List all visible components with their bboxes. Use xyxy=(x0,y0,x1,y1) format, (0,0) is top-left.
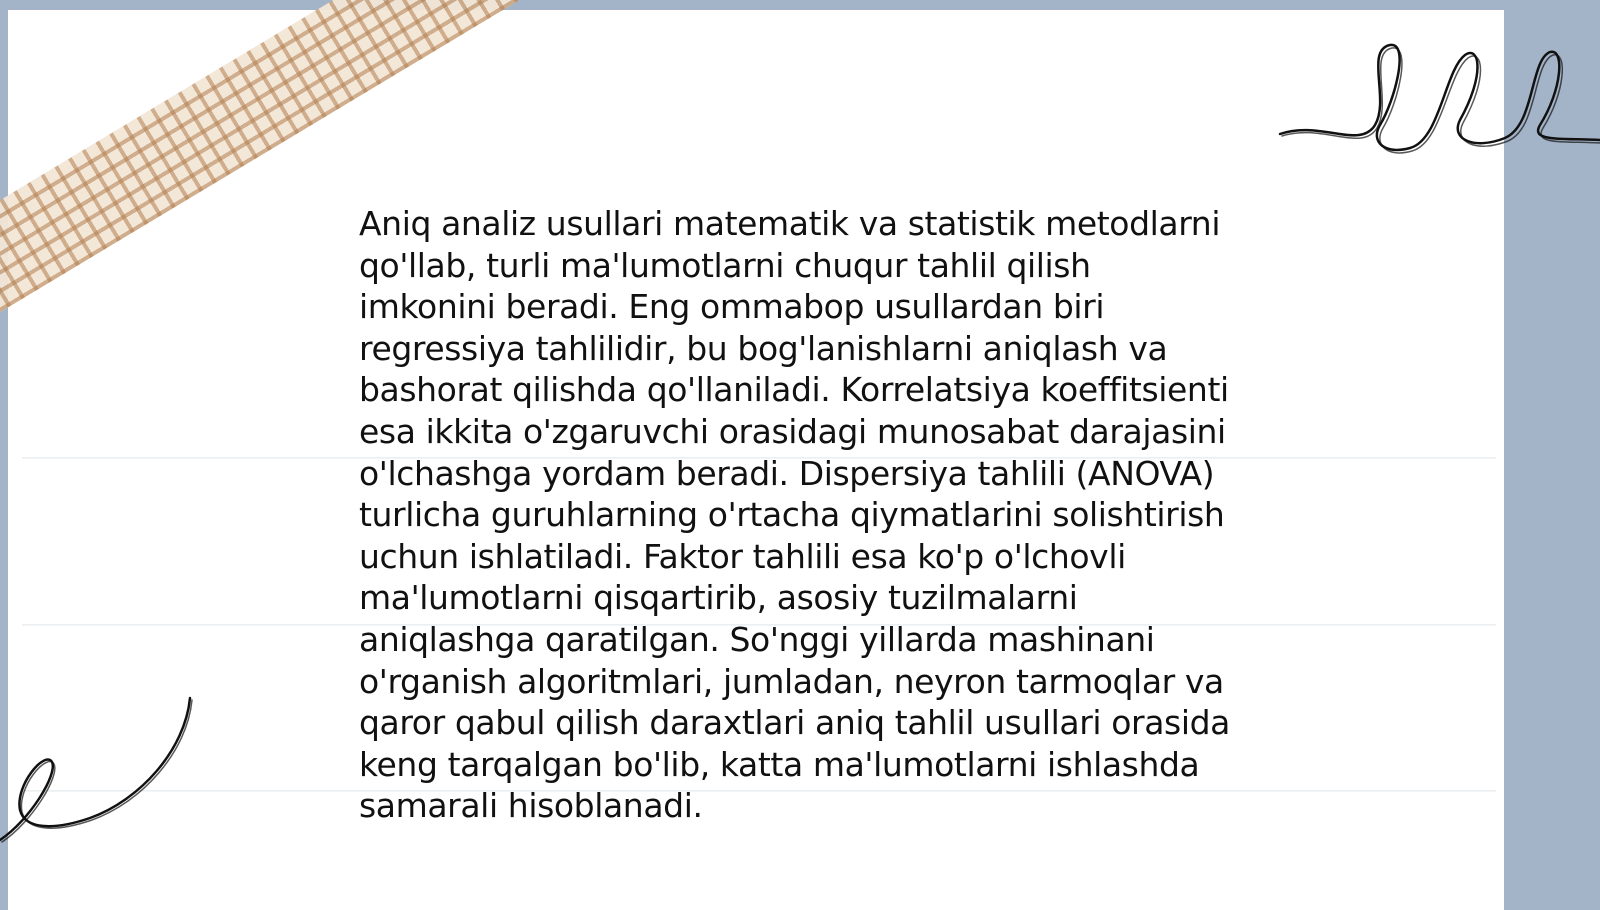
swirl-doodle-bottom-left xyxy=(0,690,200,850)
swirl-doodle-top-right xyxy=(1280,30,1600,170)
body-paragraph: Aniq analiz usullari matematik va statistik metodlarni qo'llab, turli ma'lumotlarni chuqur tahlil qilish imkonini beradi. Eng ommabop usullardan biri regressiya tahlilidir, bu bog'lanishlarni aniqlash va bashorat qilishda qo'llaniladi. Korrelatsiya koeffitsienti esa ikkita o'zgaruvchi orasidagi munosabat darajasini o'lchashga yordam beradi. Dispersiya tahlili (ANOVA) turlicha guruhlarning o'rtacha qiymatlarini solishtirish uchun ishlatiladi. Faktor tahlili esa ko'p o'lchovli ma'lumotlarni qisqartirib, asosiy tuzilmalarni aniqlashga qaratilgan. So'nggi yillarda mashinani o'rganish algoritmlari, jumladan, neyron tarmoqlar va qaror qabul qilish daraxtlari aniq tahlil usullari orasida keng tarqalgan bo'lib, katta ma'lumotlarni ishlashda samarali hisoblanadi. xyxy=(359,204,1230,826)
